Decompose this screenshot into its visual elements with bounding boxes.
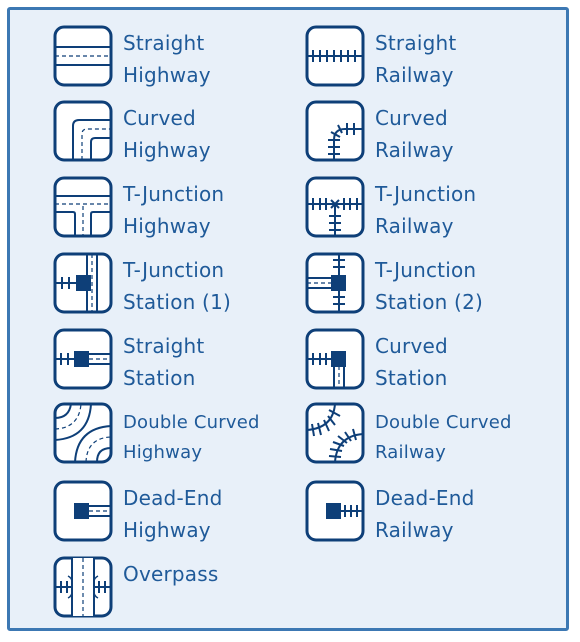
tile-label-line2: Station [123,366,196,390]
tile-deadend-highway [53,480,222,546]
legend-panel [7,7,569,631]
tile-label-line1: Straight [123,31,205,55]
tile-label-line1: Double Curved [375,412,512,433]
double-curved-highway-icon [53,402,113,464]
deadend-highway-icon [53,480,113,542]
tile-label-line1: Straight [123,334,205,358]
double-curved-railway-icon [305,402,365,464]
tile-curved-highway [53,100,211,166]
tile-straight-railway [305,25,456,91]
tile-label-line1: Curved [375,106,448,130]
tjunction-railway-icon [305,176,365,238]
tile-curved-railway [305,100,454,166]
tile-label-line1: Double Curved [123,412,260,433]
tile-label-line1: Dead-End [375,486,475,510]
tile-label-line2: Railway [375,518,454,542]
tile-label-line2: Highway [123,442,203,463]
tile-label-line1: Straight [375,31,457,55]
curved-highway-icon [53,100,113,162]
tile-tjunction-station-2 [305,252,483,318]
tile-straight-highway [53,25,211,91]
tile-label-line1: T-Junction [375,258,477,282]
tile-label-line2: Highway [123,63,211,87]
tile-label-line2: Railway [375,138,454,162]
deadend-railway-icon [305,480,365,542]
tjunction-highway-icon [53,176,113,238]
straight-highway-icon [53,25,113,87]
tile-label-line2: Railway [375,214,454,238]
tile-tjunction-railway [305,176,476,242]
straight-railway-icon [305,25,365,87]
tile-label-line2: Highway [123,214,211,238]
tile-label-line1: Curved [123,106,196,130]
tile-label-line2: Station [375,366,448,390]
tile-double-curved-railway [305,402,512,468]
tile-double-curved-highway [53,402,260,468]
tile-label-line1: Curved [375,334,448,358]
tile-tjunction-station-1 [53,252,231,318]
overpass-icon [53,556,113,618]
curved-station-icon [305,328,365,390]
tile-label-line2: Station (1) [123,290,231,314]
tile-label-line2: Railway [375,442,446,463]
tile-straight-station [53,328,204,394]
tile-overpass [53,556,219,618]
curved-railway-icon [305,100,365,162]
tile-label-line1: T-Junction [375,182,477,206]
tile-label-line1: Overpass [123,562,219,586]
tile-label-line1: T-Junction [123,258,225,282]
tile-label-line1: T-Junction [123,182,225,206]
straight-station-icon [53,328,113,390]
tjunction-station-2-icon [305,252,365,314]
tile-label-line1: Dead-End [123,486,223,510]
tile-deadend-railway [305,480,474,546]
tile-label-line2: Highway [123,138,211,162]
tile-label-line2: Station (2) [375,290,483,314]
tile-curved-station [305,328,448,394]
tile-label-line2: Railway [375,63,454,87]
tile-tjunction-highway [53,176,224,242]
tjunction-station-1-icon [53,252,113,314]
tile-label-line2: Highway [123,518,211,542]
